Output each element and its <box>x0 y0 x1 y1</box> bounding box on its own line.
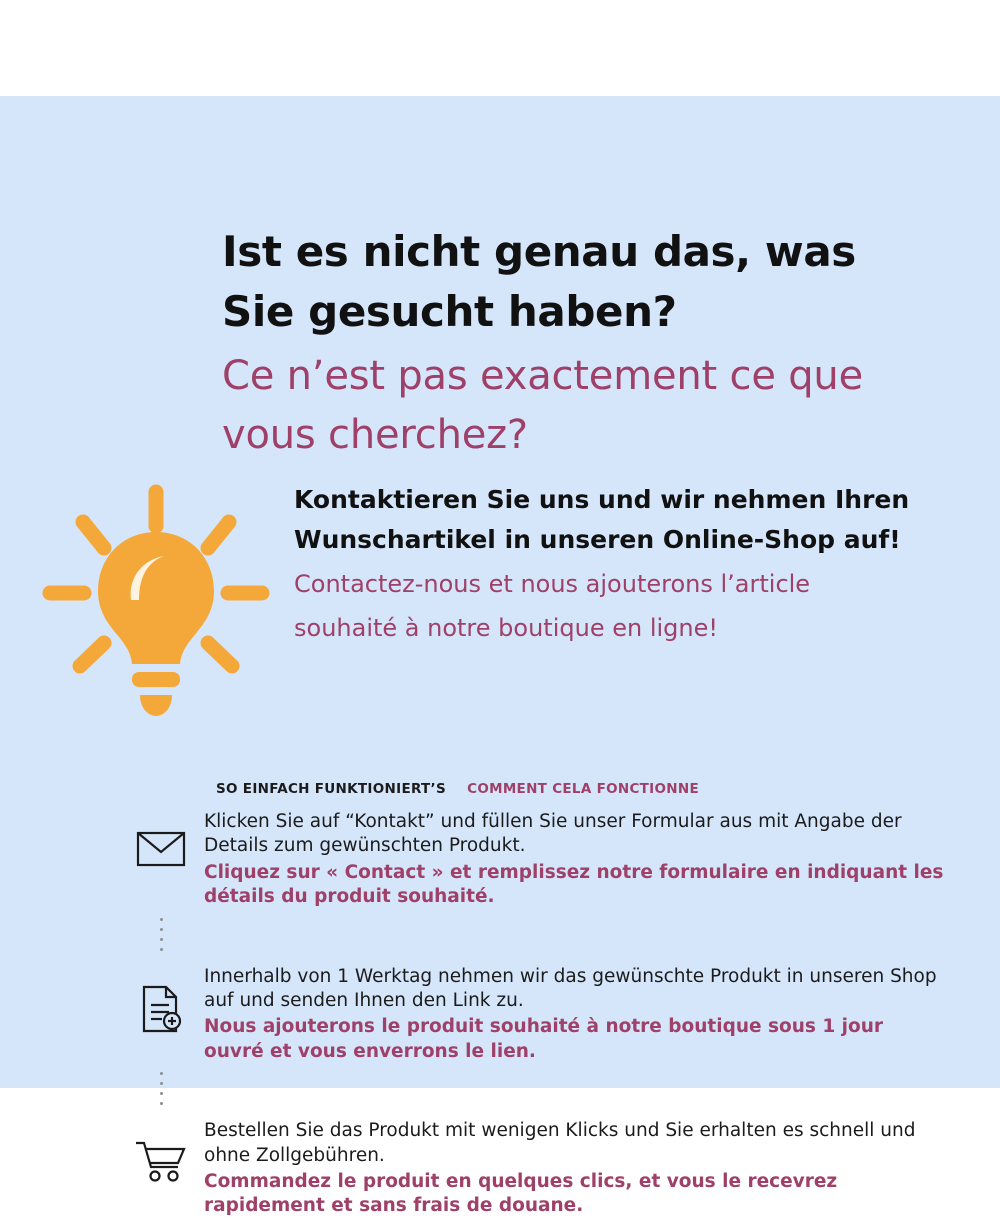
step-text-fr: Cliquez sur « Contact » et remplissez notre formulaire en indiquant les détails du produit souhaité. <box>204 861 944 908</box>
connector-dot <box>160 928 163 931</box>
how-it-works-title-de: SO EINFACH FUNKTIONIERT’S <box>216 781 447 797</box>
connector-dot <box>160 918 163 921</box>
connector-dot <box>160 938 163 941</box>
how-it-works-title <box>216 778 699 797</box>
step-text-fr: Nous ajouterons le produit souhaité à notre boutique sous 1 jour ouvré et vous enverrons le lien. <box>204 1016 883 1062</box>
subheadline-de: Kontaktieren Sie uns und wir nehmen Ihren Wunschartikel in unseren Online-Shop auf! <box>294 485 910 554</box>
how-it-works-steps <box>118 804 948 1219</box>
shopping-cart-icon <box>118 1113 204 1183</box>
step-item <box>118 804 948 910</box>
step-text-fr: Commandez le produit en quelques clics, et vous le recevrez rapidement et sans frais de douane. <box>204 1171 838 1217</box>
step-text <box>204 1113 948 1219</box>
step-connector <box>118 1064 948 1113</box>
connector-dot <box>160 1072 163 1075</box>
step-text-de: Innerhalb von 1 Werktag nehmen wir das gewünschte Produkt in unseren Shop auf und senden Ihnen den Link zu. <box>204 965 937 1012</box>
subheadline-block <box>294 480 914 650</box>
document-add-icon <box>118 959 204 1033</box>
connector-dot <box>160 1102 163 1105</box>
headline-fr: Ce n’est pas exactement ce que vous cherchez? <box>222 353 863 459</box>
headline-block <box>222 222 922 466</box>
step-item <box>118 959 948 1065</box>
connector-dot <box>160 1092 163 1095</box>
step-text-de: Bestellen Sie das Produkt mit wenigen Klicks und Sie erhalten es schnell und ohne Zollgebühren. <box>204 1120 916 1166</box>
step-item <box>118 1113 948 1219</box>
how-it-works-title-fr: COMMENT CELA FONCTIONNE <box>467 781 700 797</box>
lightbulb-icon <box>36 480 276 730</box>
connector-dot <box>160 948 163 951</box>
envelope-icon <box>118 804 204 868</box>
headline-de: Ist es nicht genau das, was Sie gesucht haben? <box>222 227 856 336</box>
step-text-de: Klicken Sie auf “Kontakt” und füllen Sie unser Formular aus mit Angabe der Details zum gewünschten Produkt. <box>204 811 902 857</box>
step-text <box>204 804 948 910</box>
promo-banner <box>0 96 1000 1217</box>
step-connector <box>118 910 948 959</box>
subheadline-fr: Contactez-nous et nous ajouterons l’article souhaité à notre boutique en ligne! <box>294 570 811 642</box>
connector-dot <box>160 1082 163 1085</box>
step-text <box>204 959 948 1065</box>
